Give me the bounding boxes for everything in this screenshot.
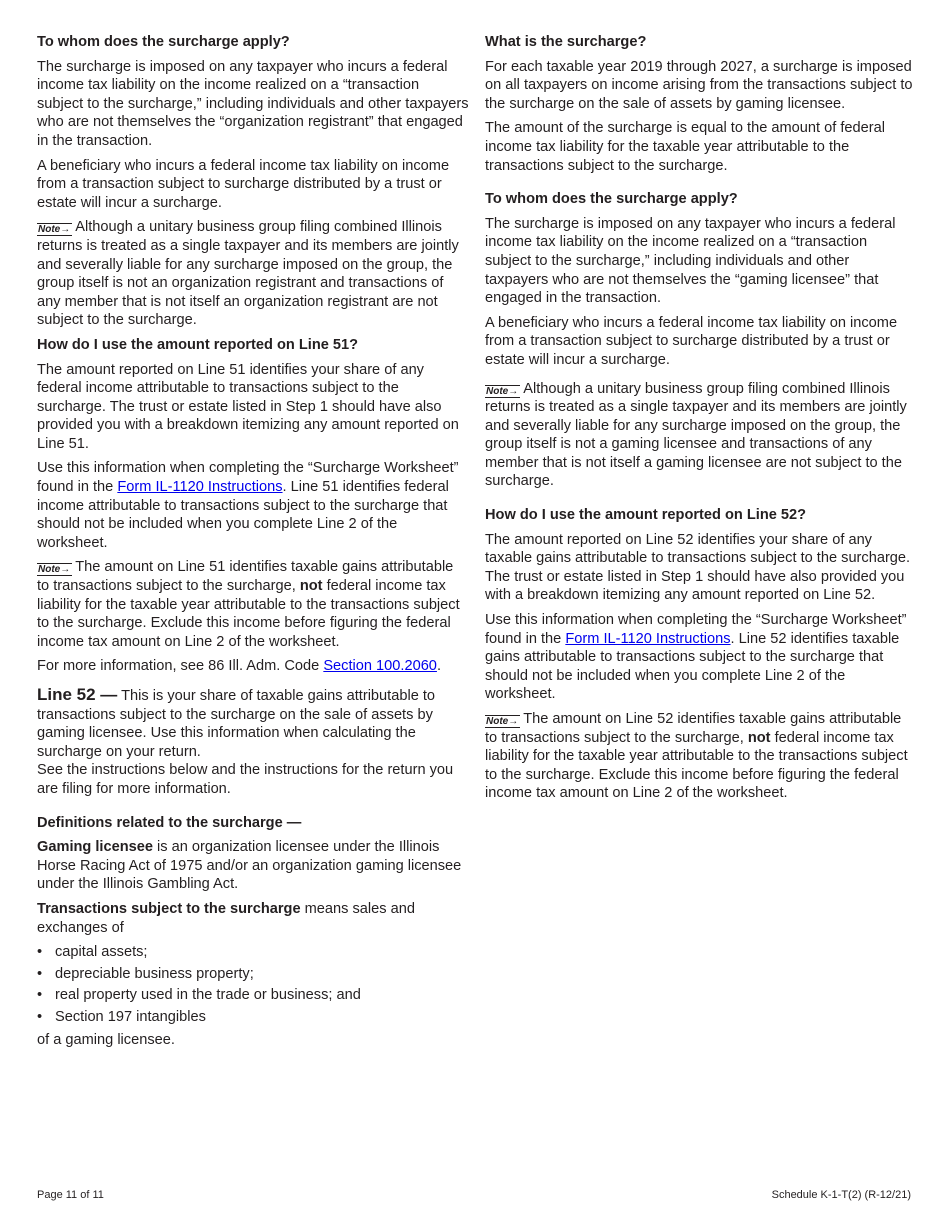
bullet-icon: •	[37, 987, 43, 1004]
paragraph-line-51-amount: The amount reported on Line 51 identifies your share of any federal income attributable to transactions subject to the surcharge. The trust or estate listed in Step 1 should have also provided you with a breakdown itemizing any amount reported on Line 51.	[37, 361, 459, 452]
paragraph-worksheet-51: Use this information when completing the “Surcharge Worksheet” found in the Form IL-1120 Instructions. Line 51 identifies federal income attributable to transactions subject to the surcharge that should not be included when you complete Line 2 of the worksheet.	[37, 460, 459, 551]
heading-line-52: How do I use the amount reported on Line 52?	[485, 507, 807, 524]
note-icon: Note→	[486, 385, 519, 397]
paragraph-worksheet-52: Use this information when completing the “Surcharge Worksheet” found in the Form IL-1120 Instructions. Line 52 identifies taxable gains attributable to transactions subject to the surcharge that should not be included when you complete Line 2 of the worksheet.	[485, 612, 907, 703]
asset-list	[37, 943, 469, 1026]
note-icon: Note→	[38, 564, 71, 576]
bullet-icon: •	[37, 944, 43, 961]
section-100-2060-link[interactable]: Section 100.2060	[323, 658, 437, 675]
paragraph-surcharge-imposed: The surcharge is imposed on any taxpayer who incurs a federal income tax liability on the income realized on a “transaction subject to the surcharge,” including individuals and other taxpayers who are not themselves the “gaming licensee” that engaged in the transaction.	[485, 215, 896, 307]
right-column	[485, 33, 915, 809]
paragraph-surcharge-amount: The amount of the surcharge is equal to the amount of federal income tax liability for the taxable year attributable to the transactions subject to the surcharge.	[485, 120, 885, 174]
note-unitary-group	[485, 380, 915, 492]
paragraph-taxable-years: For each taxable year 2019 through 2027, a surcharge is imposed on all taxpayers on income arising from the transactions subject to the surcharge on the sale of assets by gaming licensee.	[485, 58, 913, 112]
paragraph-line-52-amount: The amount reported on Line 52 identifies your share of any taxable gains attributable to transactions subject to the surcharge. The trust or estate listed in Step 1 should have also provided you with a breakdown itemizing any amount reported on Line 52.	[485, 531, 911, 604]
note-line-51-gains: Note→ The amount on Line 51 identifies taxable gains attributable to transactions subject to the surcharge, not federal income tax liability for the taxable year attributable to the transactions subject to the surcharge. Exclude this income before figuring the federal income tax amount on Line 2 of the worksheet.	[37, 559, 460, 650]
form-il-1120-instructions-link[interactable]: Form IL-1120 Instructions	[117, 479, 283, 496]
heading-whom-applies: To whom does the surcharge apply?	[485, 191, 738, 208]
line-52-heading: Line 52 —	[37, 685, 118, 704]
heading-whom-applies: To whom does the surcharge apply?	[37, 34, 290, 50]
paragraph-see-instructions: See the instructions below and the instructions for the return you are filing for more information.	[37, 762, 454, 797]
definition-transactions: Transactions subject to the surcharge means sales and exchanges of	[37, 900, 415, 936]
paragraph-surcharge-imposed: The surcharge is imposed on any taxpayer who incurs a federal income tax liability on the income realized on a “transaction subject to the surcharge,” including individuals and other taxpayers who are not themselves the “organization registrant” that engaged in the transaction.	[37, 58, 469, 149]
list-item: • real property used in the trade or business; and	[37, 987, 361, 1004]
heading-line-51: How do I use the amount reported on Line 51?	[37, 336, 359, 353]
form-identifier: Schedule K-1-T(2) (R-12/21)	[771, 1189, 911, 1201]
definition-gaming-licensee: Gaming licensee is an organization licensee under the Illinois Horse Racing Act of 1975 and/or an organization gaming licensee under the Illinois Gambling Act.	[37, 839, 462, 893]
heading-definitions: Definitions related to the surcharge —	[37, 814, 302, 831]
list-item: • Section 197 intangibles	[37, 1008, 206, 1025]
note-icon: Note→	[38, 224, 71, 236]
note-line-52-gains: Note→ The amount on Line 52 identifies taxable gains attributable to transactions subject to the surcharge, not federal income tax liability for the taxable year attributable to the transactions subject to the surcharge. Exclude this income before figuring the federal income tax amount on Line 2 of the worksheet.	[485, 711, 908, 802]
list-item: • depreciable business property;	[37, 965, 254, 982]
note-icon: Note→	[486, 716, 519, 727]
paragraph-of-gaming-licensee: of a gaming licensee.	[37, 1031, 175, 1048]
left-column	[37, 33, 469, 1055]
line-52-description: Line 52 — This is your share of taxable gains attributable to transactions subject to the surcharge on the sale of assets by gaming licensee. Use this information when calculating the surcharge on your return.	[37, 685, 436, 760]
note-text: Although a unitary business group filing combined Illinois returns is treated as a single taxpayer and its members are jointly and severally liable for any surcharge imposed on the group, the group itself is not a gaming licensee and transactions of any member that is not itself a gaming licensee are not subject to the surcharge.	[485, 380, 907, 490]
note-unitary-group	[37, 218, 469, 330]
heading-what-is-surcharge: What is the surcharge?	[485, 34, 647, 50]
page-number: Page 11 of 11	[37, 1189, 104, 1201]
paragraph-beneficiary: A beneficiary who incurs a federal income tax liability on income from a transaction subject to surcharge distributed by a trust or estate will incur a surcharge.	[485, 314, 898, 368]
paragraph-beneficiary: A beneficiary who incurs a federal income tax liability on income from a transaction subject to surcharge distributed by a trust or estate will incur a surcharge.	[37, 157, 450, 211]
bullet-icon: •	[37, 1008, 43, 1025]
list-item: • capital assets;	[37, 944, 148, 961]
paragraph-more-info: For more information, see 86 Ill. Adm. Code Section 100.2060.	[37, 658, 441, 675]
form-il-1120-instructions-link[interactable]: Form IL-1120 Instructions	[565, 630, 731, 647]
note-text: Although a unitary business group filing combined Illinois returns is treated as a single taxpayer and its members are jointly and severally liable for any surcharge imposed on the group, the group itself is not an organization registrant and transactions of any member that is not itself an organization registrant are not subject to the surcharge.	[37, 219, 459, 329]
bullet-icon: •	[37, 965, 43, 982]
